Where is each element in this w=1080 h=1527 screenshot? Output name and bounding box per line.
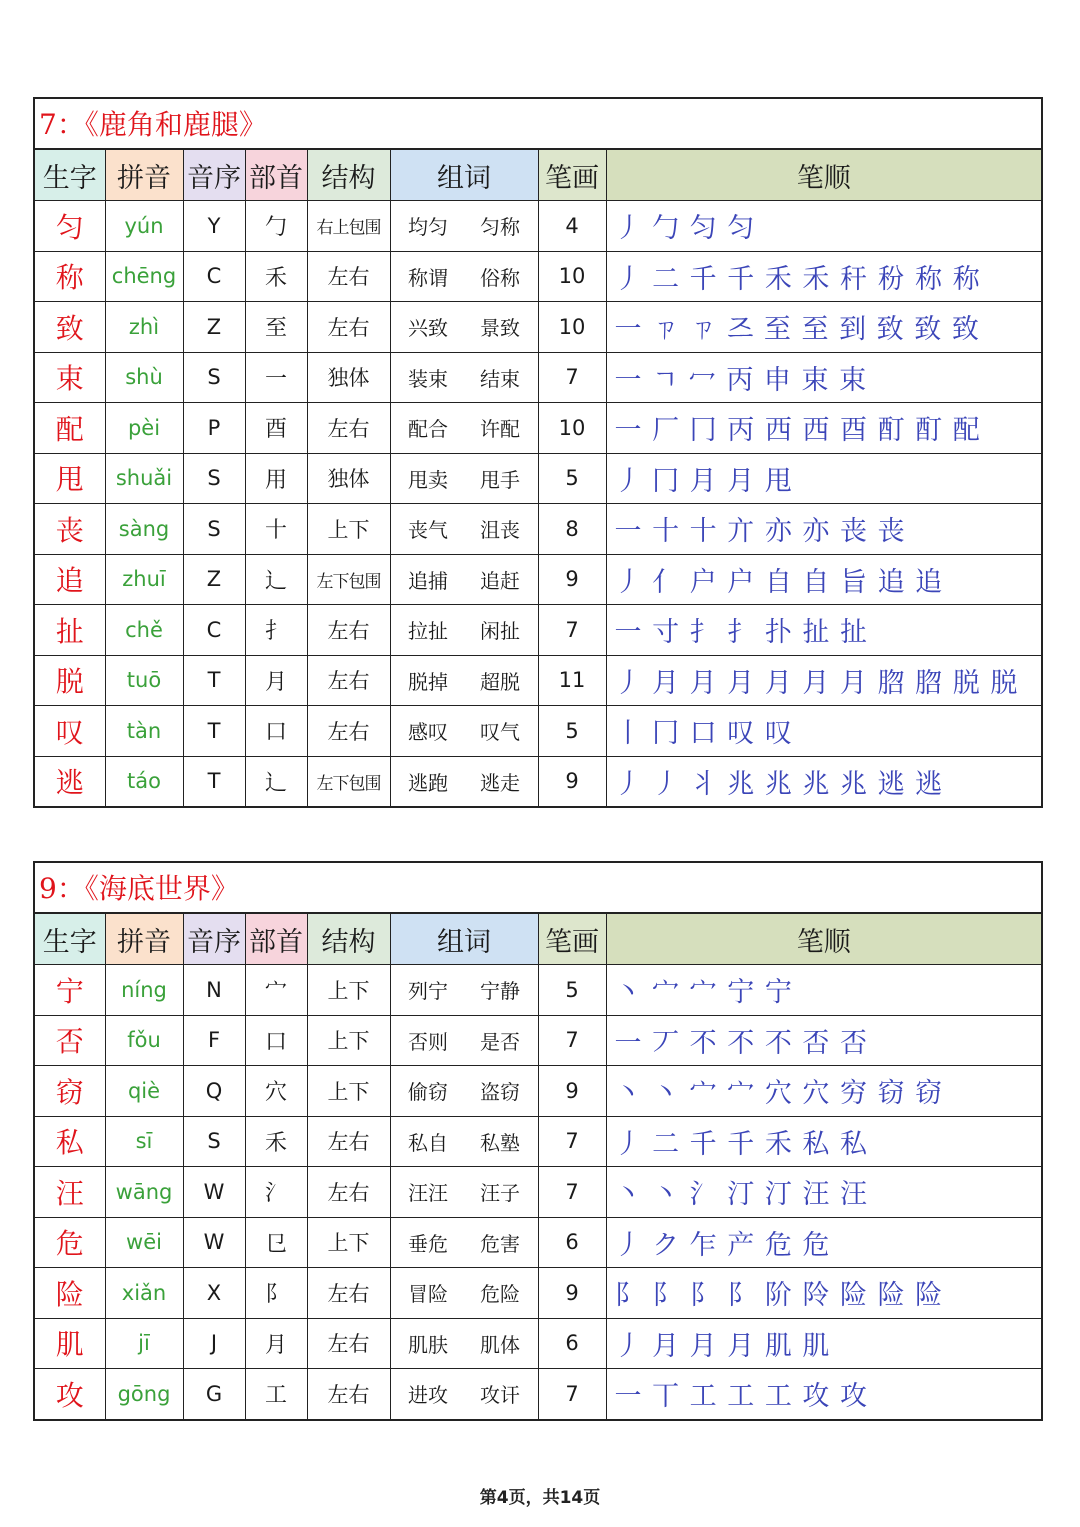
stroke-count-cell: 11 bbox=[538, 655, 606, 706]
table-row bbox=[35, 554, 1041, 605]
header-row bbox=[35, 914, 1041, 965]
words-cell bbox=[390, 201, 538, 252]
table-row bbox=[35, 453, 1041, 504]
char-cell: 叹 bbox=[35, 706, 105, 757]
char-cell: 肌 bbox=[35, 1318, 105, 1369]
char-cell: 逃 bbox=[35, 756, 105, 806]
stroke-count-cell: 5 bbox=[538, 453, 606, 504]
stroke-count-cell: 7 bbox=[538, 1369, 606, 1419]
pinyin-cell: tàn bbox=[105, 706, 183, 757]
table-row bbox=[35, 1015, 1041, 1066]
char-cell: 窃 bbox=[35, 1066, 105, 1117]
header-sequence: 笔顺 bbox=[606, 150, 1041, 201]
pinyin-cell: yún bbox=[105, 201, 183, 252]
structure-cell: 上下 bbox=[307, 1066, 390, 1117]
words-cell bbox=[390, 302, 538, 353]
word-2: 闲扯 bbox=[480, 619, 520, 644]
stroke-count-cell: 8 bbox=[538, 504, 606, 555]
stroke-count-cell: 9 bbox=[538, 1268, 606, 1319]
header-structure: 结构 bbox=[307, 914, 390, 965]
pinyin-cell: chě bbox=[105, 605, 183, 656]
word-1: 偷窃 bbox=[408, 1080, 448, 1105]
radical-cell: 穴 bbox=[245, 1066, 307, 1117]
words-cell bbox=[390, 1116, 538, 1167]
word-1: 兴致 bbox=[408, 316, 448, 341]
radical-cell: 禾 bbox=[245, 251, 307, 302]
char-cell: 私 bbox=[35, 1116, 105, 1167]
pinyin-cell: tuō bbox=[105, 655, 183, 706]
words-cell bbox=[390, 1369, 538, 1419]
header-pinyin: 拼音 bbox=[105, 914, 183, 965]
word-1: 均匀 bbox=[408, 215, 448, 240]
char-cell: 危 bbox=[35, 1217, 105, 1268]
structure-cell: 上下 bbox=[307, 504, 390, 555]
stroke-count-cell: 5 bbox=[538, 965, 606, 1016]
words-cell bbox=[390, 1217, 538, 1268]
char-cell: 汪 bbox=[35, 1167, 105, 1218]
radical-cell: 口 bbox=[245, 706, 307, 757]
stroke-order-cell: 丶 丶 氵 汀 汀 汪 汪 bbox=[606, 1167, 1041, 1218]
structure-cell: 上下 bbox=[307, 965, 390, 1016]
words-cell bbox=[390, 1066, 538, 1117]
stroke-count-cell: 10 bbox=[538, 251, 606, 302]
words-cell bbox=[390, 504, 538, 555]
pinyin-cell: wēi bbox=[105, 1217, 183, 1268]
word-1: 脱掉 bbox=[408, 669, 448, 694]
words-cell bbox=[390, 605, 538, 656]
table-row bbox=[35, 1167, 1041, 1218]
radical-cell: 工 bbox=[245, 1369, 307, 1419]
word-2: 肌体 bbox=[480, 1332, 520, 1357]
word-2: 追赶 bbox=[480, 568, 520, 593]
header-words: 组词 bbox=[390, 150, 538, 201]
word-2: 盗窃 bbox=[480, 1080, 520, 1105]
lesson-9-section bbox=[33, 861, 1043, 1421]
word-2: 危害 bbox=[480, 1231, 520, 1256]
order-cell: Y bbox=[183, 201, 245, 252]
stroke-count-cell: 9 bbox=[538, 1066, 606, 1117]
pinyin-cell: zhì bbox=[105, 302, 183, 353]
order-cell: J bbox=[183, 1318, 245, 1369]
stroke-order-cell: 丿 二 千 千 禾 禾 秆 秎 称 称 bbox=[606, 251, 1041, 302]
words-cell bbox=[390, 1015, 538, 1066]
lesson-9-title: 9：《海底世界》 bbox=[35, 863, 1041, 914]
radical-cell: 辶 bbox=[245, 554, 307, 605]
words-cell bbox=[390, 655, 538, 706]
word-2: 是否 bbox=[480, 1029, 520, 1054]
stroke-count-cell: 7 bbox=[538, 1167, 606, 1218]
radical-cell: 辶 bbox=[245, 756, 307, 806]
stroke-order-cell: 丿 亻 户 户 自 自 旨 追 追 bbox=[606, 554, 1041, 605]
table-row bbox=[35, 605, 1041, 656]
structure-cell: 左右 bbox=[307, 1116, 390, 1167]
structure-cell: 左右 bbox=[307, 706, 390, 757]
char-cell: 攻 bbox=[35, 1369, 105, 1419]
lesson-7-table bbox=[35, 150, 1041, 806]
pinyin-cell: xiǎn bbox=[105, 1268, 183, 1319]
word-1: 丧气 bbox=[408, 518, 448, 543]
stroke-order-cell: 丿 月 月 月 月 月 月 脗 脗 脱 脱 bbox=[606, 655, 1041, 706]
header-words: 组词 bbox=[390, 914, 538, 965]
order-cell: X bbox=[183, 1268, 245, 1319]
stroke-count-cell: 4 bbox=[538, 201, 606, 252]
stroke-order-cell: 一 丆 不 不 不 否 否 bbox=[606, 1015, 1041, 1066]
table-row bbox=[35, 352, 1041, 403]
structure-cell: 左右 bbox=[307, 302, 390, 353]
stroke-order-cell: 丿 丿 丬 兆 兆 兆 兆 逃 逃 bbox=[606, 756, 1041, 806]
pinyin-cell: gōng bbox=[105, 1369, 183, 1419]
char-cell: 宁 bbox=[35, 965, 105, 1016]
char-cell: 脱 bbox=[35, 655, 105, 706]
stroke-order-cell: 阝 阝 阝 阝 阶 阾 险 险 险 bbox=[606, 1268, 1041, 1319]
stroke-order-cell: 一 十 十 亣 亦 亦 丧 丧 bbox=[606, 504, 1041, 555]
order-cell: F bbox=[183, 1015, 245, 1066]
char-cell: 配 bbox=[35, 403, 105, 454]
table-row bbox=[35, 251, 1041, 302]
structure-cell: 左右 bbox=[307, 251, 390, 302]
table-row bbox=[35, 504, 1041, 555]
radical-cell: 氵 bbox=[245, 1167, 307, 1218]
order-cell: C bbox=[183, 605, 245, 656]
radical-cell: 十 bbox=[245, 504, 307, 555]
radical-cell: 一 bbox=[245, 352, 307, 403]
table-row bbox=[35, 706, 1041, 757]
structure-cell: 独体 bbox=[307, 453, 390, 504]
stroke-count-cell: 6 bbox=[538, 1318, 606, 1369]
structure-cell: 左右 bbox=[307, 1318, 390, 1369]
word-1: 甩卖 bbox=[408, 467, 448, 492]
order-cell: Q bbox=[183, 1066, 245, 1117]
word-1: 垂危 bbox=[408, 1231, 448, 1256]
structure-cell: 左下包围 bbox=[307, 554, 390, 605]
char-cell: 丧 bbox=[35, 504, 105, 555]
word-2: 逃走 bbox=[480, 770, 520, 795]
radical-cell: 口 bbox=[245, 1015, 307, 1066]
order-cell: S bbox=[183, 1116, 245, 1167]
structure-cell: 左右 bbox=[307, 403, 390, 454]
word-1: 称谓 bbox=[408, 265, 448, 290]
word-2: 景致 bbox=[480, 316, 520, 341]
stroke-count-cell: 7 bbox=[538, 1116, 606, 1167]
order-cell: G bbox=[183, 1369, 245, 1419]
lesson-7-section bbox=[33, 97, 1043, 808]
lesson-9-table bbox=[35, 914, 1041, 1419]
radical-cell: 禾 bbox=[245, 1116, 307, 1167]
char-cell: 匀 bbox=[35, 201, 105, 252]
char-cell: 否 bbox=[35, 1015, 105, 1066]
table-row bbox=[35, 1217, 1041, 1268]
stroke-order-cell: 丨 冂 口 叹 叹 bbox=[606, 706, 1041, 757]
char-cell: 扯 bbox=[35, 605, 105, 656]
stroke-order-cell: 丿 冂 月 月 甩 bbox=[606, 453, 1041, 504]
words-cell bbox=[390, 1268, 538, 1319]
order-cell: Z bbox=[183, 554, 245, 605]
order-cell: S bbox=[183, 453, 245, 504]
word-2: 超脱 bbox=[480, 669, 520, 694]
pinyin-cell: níng bbox=[105, 965, 183, 1016]
stroke-count-cell: 9 bbox=[538, 554, 606, 605]
word-1: 配合 bbox=[408, 417, 448, 442]
stroke-order-cell: 丿 ク 乍 产 危 危 bbox=[606, 1217, 1041, 1268]
header-char: 生字 bbox=[35, 150, 105, 201]
words-cell bbox=[390, 403, 538, 454]
lesson-7-title: 7：《鹿角和鹿腿》 bbox=[35, 99, 1041, 150]
order-cell: P bbox=[183, 403, 245, 454]
header-pinyin: 拼音 bbox=[105, 150, 183, 201]
pinyin-cell: táo bbox=[105, 756, 183, 806]
char-cell: 致 bbox=[35, 302, 105, 353]
pinyin-cell: sī bbox=[105, 1116, 183, 1167]
stroke-order-cell: 一 ㄱ 冖 丙 申 束 束 bbox=[606, 352, 1041, 403]
structure-cell: 上下 bbox=[307, 1217, 390, 1268]
word-2: 甩手 bbox=[480, 467, 520, 492]
header-order: 音序 bbox=[183, 914, 245, 965]
radical-cell: 用 bbox=[245, 453, 307, 504]
pinyin-cell: pèi bbox=[105, 403, 183, 454]
stroke-order-cell: 丿 月 月 月 肌 肌 bbox=[606, 1318, 1041, 1369]
table-row bbox=[35, 403, 1041, 454]
stroke-count-cell: 7 bbox=[538, 605, 606, 656]
order-cell: T bbox=[183, 655, 245, 706]
word-1: 肌肤 bbox=[408, 1332, 448, 1357]
structure-cell: 左右 bbox=[307, 655, 390, 706]
char-cell: 甩 bbox=[35, 453, 105, 504]
words-cell bbox=[390, 1318, 538, 1369]
words-cell bbox=[390, 706, 538, 757]
stroke-order-cell: 一 ㄗ ㄗ 즈 至 至 到 致 致 致 bbox=[606, 302, 1041, 353]
char-cell: 称 bbox=[35, 251, 105, 302]
stroke-count-cell: 6 bbox=[538, 1217, 606, 1268]
header-strokes: 笔画 bbox=[538, 150, 606, 201]
word-1: 冒险 bbox=[408, 1282, 448, 1307]
stroke-order-cell: 丶 宀 宀 宁 宁 bbox=[606, 965, 1041, 1016]
header-radical: 部首 bbox=[245, 914, 307, 965]
word-2: 叹气 bbox=[480, 720, 520, 745]
stroke-order-cell: 一 厂 冂 丙 西 西 酉 酊 酊 配 bbox=[606, 403, 1041, 454]
word-1: 列宁 bbox=[408, 979, 448, 1004]
stroke-count-cell: 10 bbox=[538, 302, 606, 353]
pinyin-cell: zhuī bbox=[105, 554, 183, 605]
order-cell: C bbox=[183, 251, 245, 302]
table-row bbox=[35, 1116, 1041, 1167]
order-cell: Z bbox=[183, 302, 245, 353]
order-cell: S bbox=[183, 352, 245, 403]
order-cell: T bbox=[183, 706, 245, 757]
words-cell bbox=[390, 554, 538, 605]
structure-cell: 左右 bbox=[307, 1268, 390, 1319]
radical-cell: 阝 bbox=[245, 1268, 307, 1319]
pinyin-cell: shù bbox=[105, 352, 183, 403]
stroke-order-cell: 丿 二 千 千 禾 私 私 bbox=[606, 1116, 1041, 1167]
word-2: 结束 bbox=[480, 366, 520, 391]
word-2: 许配 bbox=[480, 417, 520, 442]
char-cell: 束 bbox=[35, 352, 105, 403]
word-1: 汪汪 bbox=[408, 1181, 448, 1206]
header-structure: 结构 bbox=[307, 150, 390, 201]
words-cell bbox=[390, 965, 538, 1016]
stroke-count-cell: 7 bbox=[538, 352, 606, 403]
word-2: 危险 bbox=[480, 1282, 520, 1307]
word-1: 私自 bbox=[408, 1130, 448, 1155]
pinyin-cell: chēng bbox=[105, 251, 183, 302]
stroke-order-cell: 一 寸 扌 扌 扑 扯 扯 bbox=[606, 605, 1041, 656]
word-1: 否则 bbox=[408, 1029, 448, 1054]
word-1: 感叹 bbox=[408, 720, 448, 745]
stroke-order-cell: 丿 勹 匀 匀 bbox=[606, 201, 1041, 252]
words-cell bbox=[390, 756, 538, 806]
radical-cell: 月 bbox=[245, 1318, 307, 1369]
structure-cell: 右上包围 bbox=[307, 201, 390, 252]
pinyin-cell: wāng bbox=[105, 1167, 183, 1218]
pinyin-cell: qiè bbox=[105, 1066, 183, 1117]
structure-cell: 左右 bbox=[307, 1167, 390, 1218]
word-2: 汪子 bbox=[480, 1181, 520, 1206]
stroke-order-cell: 丶 丶 宀 宀 穴 穴 穷 窃 窃 bbox=[606, 1066, 1041, 1117]
table-row bbox=[35, 965, 1041, 1016]
structure-cell: 左右 bbox=[307, 605, 390, 656]
order-cell: S bbox=[183, 504, 245, 555]
radical-cell: 至 bbox=[245, 302, 307, 353]
table-row bbox=[35, 1066, 1041, 1117]
radical-cell: 㔾 bbox=[245, 1217, 307, 1268]
header-char: 生字 bbox=[35, 914, 105, 965]
structure-cell: 上下 bbox=[307, 1015, 390, 1066]
table-row bbox=[35, 302, 1041, 353]
header-sequence: 笔顺 bbox=[606, 914, 1041, 965]
words-cell bbox=[390, 251, 538, 302]
word-2: 宁静 bbox=[480, 979, 520, 1004]
table-row bbox=[35, 756, 1041, 806]
order-cell: T bbox=[183, 756, 245, 806]
word-2: 俗称 bbox=[480, 265, 520, 290]
pinyin-cell: jī bbox=[105, 1318, 183, 1369]
table-row bbox=[35, 1268, 1041, 1319]
header-radical: 部首 bbox=[245, 150, 307, 201]
radical-cell: 宀 bbox=[245, 965, 307, 1016]
table-row bbox=[35, 655, 1041, 706]
stroke-count-cell: 5 bbox=[538, 706, 606, 757]
radical-cell: 月 bbox=[245, 655, 307, 706]
structure-cell: 独体 bbox=[307, 352, 390, 403]
word-1: 追捕 bbox=[408, 568, 448, 593]
word-1: 装束 bbox=[408, 366, 448, 391]
pinyin-cell: fǒu bbox=[105, 1015, 183, 1066]
table-row bbox=[35, 201, 1041, 252]
table-row bbox=[35, 1318, 1041, 1369]
word-1: 逃跑 bbox=[408, 770, 448, 795]
radical-cell: 勹 bbox=[245, 201, 307, 252]
char-cell: 险 bbox=[35, 1268, 105, 1319]
stroke-order-cell: 一 丅 工 工 工 攻 攻 bbox=[606, 1369, 1041, 1419]
word-2: 沮丧 bbox=[480, 518, 520, 543]
header-row bbox=[35, 150, 1041, 201]
char-cell: 追 bbox=[35, 554, 105, 605]
word-1: 进攻 bbox=[408, 1383, 448, 1408]
structure-cell: 左右 bbox=[307, 1369, 390, 1419]
structure-cell: 左下包围 bbox=[307, 756, 390, 806]
words-cell bbox=[390, 453, 538, 504]
header-order: 音序 bbox=[183, 150, 245, 201]
page-footer: 第4页，共14页 bbox=[479, 1488, 601, 1508]
word-1: 拉扯 bbox=[408, 619, 448, 644]
header-strokes: 笔画 bbox=[538, 914, 606, 965]
order-cell: W bbox=[183, 1217, 245, 1268]
order-cell: W bbox=[183, 1167, 245, 1218]
word-2: 攻讦 bbox=[480, 1383, 520, 1408]
radical-cell: 扌 bbox=[245, 605, 307, 656]
stroke-count-cell: 9 bbox=[538, 756, 606, 806]
word-2: 匀称 bbox=[480, 215, 520, 240]
table-row bbox=[35, 1369, 1041, 1419]
stroke-count-cell: 10 bbox=[538, 403, 606, 454]
pinyin-cell: sàng bbox=[105, 504, 183, 555]
word-2: 私塾 bbox=[480, 1130, 520, 1155]
words-cell bbox=[390, 1167, 538, 1218]
stroke-count-cell: 7 bbox=[538, 1015, 606, 1066]
pinyin-cell: shuǎi bbox=[105, 453, 183, 504]
words-cell bbox=[390, 352, 538, 403]
order-cell: N bbox=[183, 965, 245, 1016]
radical-cell: 酉 bbox=[245, 403, 307, 454]
